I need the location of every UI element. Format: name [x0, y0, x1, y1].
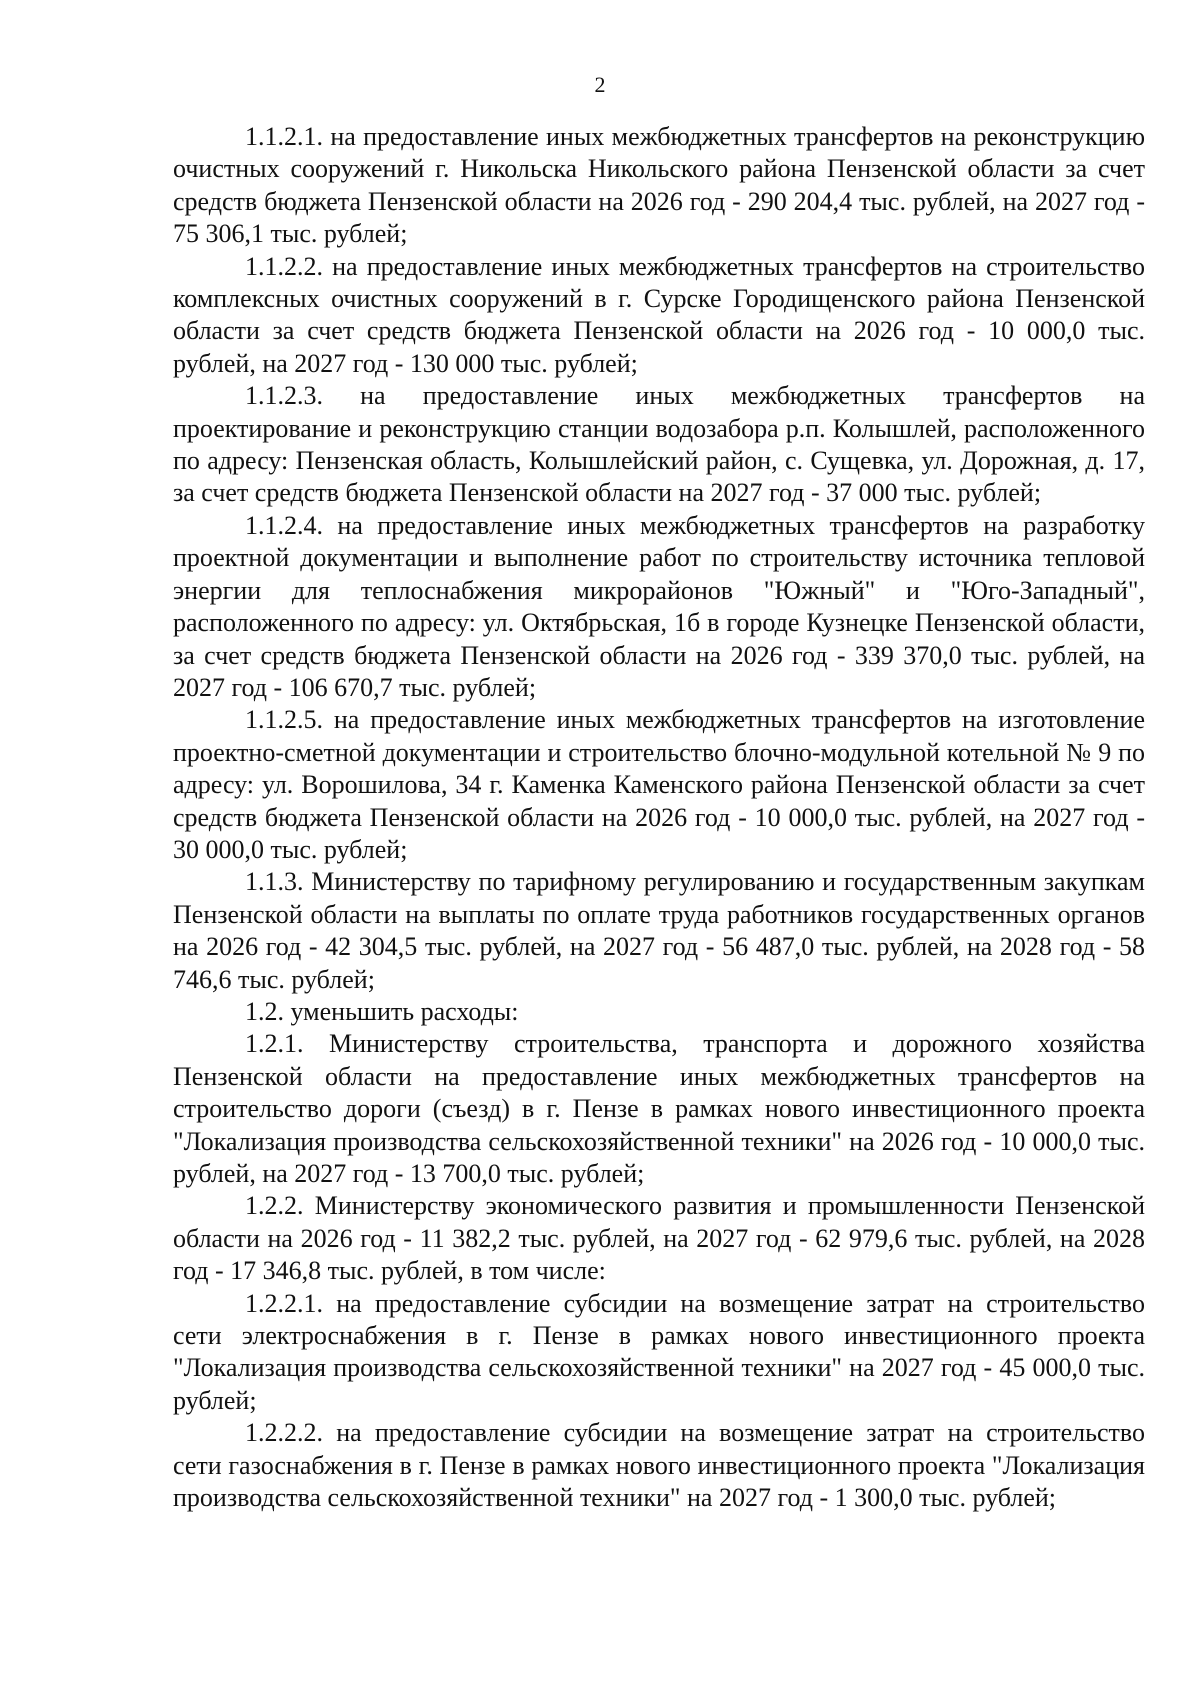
paragraph-1-1-2-1: 1.1.2.1. на предоставление иных межбюджетных трансфертов на реконструкцию очистных сооружений г. Никольска Никольского района Пензенской области за счет средств бюджета Пензенской области на 2026 год - 290 204,4 тыс. рублей, на 2027 год - 75 306,1 тыс. рублей; — [173, 122, 1145, 249]
paragraph-1-1-2-2: 1.1.2.2. на предоставление иных межбюджетных трансфертов на строительство комплексных очистных сооружений в г. Сурске Городищенского района Пензенской области за счет средств бюджета Пензенской области на 2026 год - 10 000,0 тыс. рублей, на 2027 год - 130 000 тыс. рублей; — [173, 251, 1145, 378]
paragraph-1-1-2-5: 1.1.2.5. на предоставление иных межбюджетных трансфертов на изготовление проектно-сметной документации и строительство блочно-модульной котельной № 9 по адресу: ул. Ворошилова, 34 г. Каменка Каменского района Пензенской области за счет средств бюджета Пензенской области на 2026 год - 10 000,0 тыс. рублей, на 2027 год - 30 000,0 тыс. рублей; — [173, 705, 1145, 864]
paragraph-1-2-2-2: 1.2.2.2. на предоставление субсидии на возмещение затрат на строительство сети газоснабжения в г. Пензе в рамках нового инвестиционного проекта "Локализация производства сельскохозяйственной техники" на 2027 год - 1 300,0 тыс. рублей; — [173, 1418, 1145, 1513]
paragraph-1-2-1: 1.2.1. Министерству строительства, транспорта и дорожного хозяйства Пензенской области на предоставление иных межбюджетных трансфертов на строительство дороги (съезд) в г. Пензе в рамках нового инвестиционного проекта "Локализация производства сельскохозяйственной техники" на 2026 год - 10 000,0 тыс. рублей, на 2027 год - 13 700,0 тыс. рублей; — [173, 1029, 1145, 1188]
paragraph-1-1-2-3: 1.1.2.3. на предоставление иных межбюджетных трансфертов на проектирование и реконструкцию станции водозабора р.п. Колышлей, расположенного по адресу: Пензенская область, Колышлейский район, с. Сущевка, ул. Дорожная, д. 17, за счет средств бюджета Пензенской области на 2027 год - 37 000 тыс. рублей; — [173, 381, 1145, 508]
document-body — [173, 121, 1145, 1514]
paragraph-1-1-2-4: 1.1.2.4. на предоставление иных межбюджетных трансфертов на разработку проектной документации и выполнение работ по строительству источника тепловой энергии для теплоснабжения микрорайонов "Южный" и "Юго-Западный", расположенного по адресу: ул. Октябрьская, 1б в городе Кузнецке Пензенской области, за счет средств бюджета Пензенской области на 2026 год - 339 370,0 тыс. рублей, на 2027 год - 106 670,7 тыс. рублей; — [173, 510, 1145, 702]
paragraph-1-2-2: 1.2.2. Министерству экономического развития и промышленности Пензенской области на 2026 год - 11 382,2 тыс. рублей, на 2027 год - 62 979,6 тыс. рублей, на 2028 год - 17 346,8 тыс. рублей, в том числе: — [173, 1191, 1145, 1286]
page-number: 2 — [594, 72, 606, 97]
paragraph-1-1-3: 1.1.3. Министерству по тарифному регулированию и государственным закупкам Пензенской области на выплаты по оплате труда работников государственных органов на 2026 год - 42 304,5 тыс. рублей, на 2027 год - 56 487,0 тыс. рублей, на 2028 год - 58 746,6 тыс. рублей; — [173, 867, 1145, 994]
paragraph-1-2: 1.2. уменьшить расходы: — [245, 996, 519, 1026]
paragraph-1-2-2-1: 1.2.2.1. на предоставление субсидии на возмещение затрат на строительство сети электроснабжения в г. Пензе в рамках нового инвестиционного проекта "Локализация производства сельскохозяйственной техники" на 2027 год - 45 000,0 тыс. рублей; — [173, 1288, 1145, 1415]
